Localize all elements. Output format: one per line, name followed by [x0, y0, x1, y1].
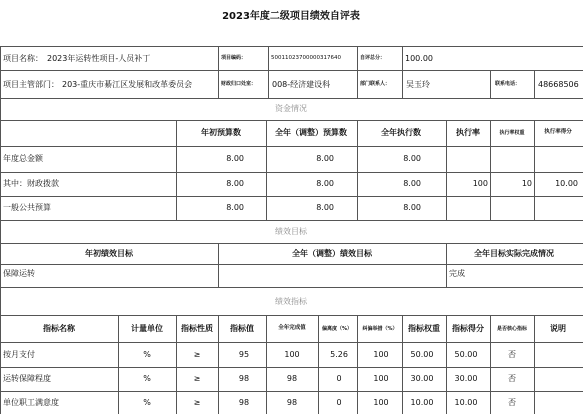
project-code-label: 项目编码：: [221, 55, 247, 61]
funds-header-score: 执行率得分: [544, 129, 572, 135]
grid-line: [266, 120, 267, 220]
funds-header-budget: 年初预算数: [201, 128, 241, 137]
ind-cell-done: 98: [286, 398, 298, 407]
grid-line: [318, 315, 319, 414]
ind-cell-unit: %: [143, 374, 151, 383]
office-value: 008-经济建设科: [272, 80, 331, 89]
grid-line: [0, 70, 583, 71]
grid-line: [218, 315, 219, 414]
grid-line: [266, 315, 267, 414]
funds-cell-weight: 10: [521, 179, 532, 188]
project-code-value: 500110237000003176​40: [271, 55, 341, 61]
grid-line: [268, 46, 269, 98]
grid-line: [446, 315, 447, 414]
ind-cell-core: 否: [508, 398, 516, 407]
ind-cell-weight: 50.00: [410, 350, 434, 359]
ind-cell-weight: 10.00: [410, 398, 434, 407]
ind-cell-nature: ≥: [193, 374, 201, 383]
ind-header-note: 说明: [550, 324, 566, 333]
funds-cell-executed: 8.00: [403, 179, 421, 188]
grid-line: [0, 98, 583, 99]
goals-header-adjusted: 全年（调整）绩效目标: [292, 249, 372, 258]
funds-cell-rate: 100: [472, 179, 488, 188]
grid-line: [0, 391, 583, 392]
goals-actual-value: 完成: [449, 269, 465, 278]
ind-header-done: 全年完成值: [278, 325, 306, 331]
ind-cell-unit: %: [143, 398, 151, 407]
grid-line: [0, 287, 583, 288]
funds-row-label: 年度总金额: [3, 154, 43, 163]
grid-line: [0, 342, 583, 343]
funds-section-title: 资金情况: [275, 104, 307, 113]
grid-line: [0, 146, 583, 147]
ind-cell-unit: %: [143, 350, 151, 359]
funds-row-label: 一般公共预算: [3, 203, 51, 212]
ind-cell-nature: ≥: [193, 398, 201, 407]
grid-line: [0, 264, 583, 265]
project-name-label: 项目名称：: [3, 54, 43, 63]
ind-cell-correction: 100: [373, 374, 389, 383]
phone-label: 联系电话：: [495, 81, 521, 87]
grid-line: [446, 243, 447, 287]
goals-header-initial: 年初绩效目标: [85, 249, 133, 258]
ind-cell-value: 95: [238, 350, 250, 359]
funds-cell-adjusted: 8.00: [316, 154, 334, 163]
phone-value: 48668506: [538, 80, 579, 89]
ind-header-nature: 指标性质: [181, 324, 213, 333]
grid-line: [490, 71, 491, 98]
ind-header-score: 指标得分: [452, 324, 484, 333]
ind-cell-name: 单位职工满意度: [3, 398, 59, 407]
ind-cell-nature: ≥: [193, 350, 201, 359]
funds-header-executed: 全年执行数: [381, 128, 421, 137]
funds-cell-adjusted: 8.00: [316, 203, 334, 212]
funds-cell-executed: 8.00: [403, 203, 421, 212]
grid-line: [0, 243, 583, 244]
grid-line: [218, 243, 219, 287]
project-name-value: 2023年运转性项目-人员补丁: [47, 54, 151, 63]
contact-label: 部门联系人：: [360, 81, 391, 87]
grid-line: [218, 46, 219, 98]
grid-line: [534, 120, 535, 220]
grid-line: [118, 315, 119, 414]
grid-line: [0, 46, 583, 47]
ind-cell-deviation: 0: [336, 374, 342, 383]
ind-cell-deviation: 0: [336, 398, 342, 407]
ind-cell-value: 98: [238, 374, 250, 383]
grid-line: [0, 196, 583, 197]
ind-cell-name: 按月支付: [3, 350, 35, 359]
goals-header-actual: 全年目标实际完成情况: [474, 249, 554, 258]
ind-header-deviation: 偏离度（%）: [321, 326, 353, 332]
funds-row-label: 其中：财政拨款: [3, 179, 59, 188]
grid-line: [490, 315, 491, 414]
ind-cell-value: 98: [238, 398, 250, 407]
ind-cell-done: 100: [284, 350, 300, 359]
funds-cell-executed: 8.00: [403, 154, 421, 163]
ind-header-core: 是否核心指标: [496, 326, 528, 332]
ind-cell-core: 否: [508, 374, 516, 383]
score-value: 100.00: [405, 54, 433, 63]
funds-header-rate: 执行率: [456, 128, 480, 137]
funds-header-adjusted: 全年（调整）预算数: [275, 128, 347, 137]
ind-cell-correction: 100: [373, 398, 389, 407]
ind-cell-weight: 30.00: [410, 374, 434, 383]
goals-initial-value: 保障运转: [3, 269, 35, 278]
grid-line: [357, 120, 358, 220]
page-title: 2023年度二级项目绩效自评表: [222, 11, 360, 22]
score-label: 自评总分：: [360, 55, 386, 61]
ind-cell-deviation: 5.26: [330, 350, 348, 359]
funds-cell-adjusted: 8.00: [316, 179, 334, 188]
ind-cell-core: 否: [508, 350, 516, 359]
ind-header-value: 指标值: [230, 324, 254, 333]
grid-line: [446, 120, 447, 220]
funds-header-weight: 执行率权重: [499, 130, 525, 136]
ind-header-correction: 纠偏举措（%）: [362, 326, 398, 332]
dept-value: 203-重庆市綦江区发展和改革委员会: [62, 80, 193, 89]
grid-line: [176, 315, 177, 414]
grid-line: [0, 315, 583, 316]
goals-section-title: 绩效目标: [275, 227, 307, 236]
dept-label: 项目主管部门：: [3, 80, 59, 89]
grid-line: [357, 46, 358, 98]
grid-line: [176, 120, 177, 220]
ind-cell-correction: 100: [373, 350, 389, 359]
contact-value: 吴玉玲: [406, 80, 430, 89]
grid-line: [0, 120, 583, 121]
funds-cell-budget: 8.00: [226, 179, 244, 188]
grid-line: [0, 46, 1, 414]
grid-line: [534, 315, 535, 414]
ind-cell-name: 运转保障程度: [3, 374, 51, 383]
grid-line: [490, 120, 491, 220]
ind-cell-score: 10.00: [454, 398, 478, 407]
grid-line: [534, 71, 535, 98]
indicators-section-title: 绩效指标: [275, 297, 307, 306]
ind-cell-done: 98: [286, 374, 298, 383]
grid-line: [0, 172, 583, 173]
ind-header-unit: 计量单位: [131, 324, 163, 333]
grid-line: [0, 220, 583, 221]
funds-cell-budget: 8.00: [226, 203, 244, 212]
grid-line: [402, 315, 403, 414]
office-label: 财政归口处室：: [221, 81, 257, 87]
ind-cell-score: 30.00: [454, 374, 478, 383]
ind-cell-score: 50.00: [454, 350, 478, 359]
grid-line: [402, 46, 403, 98]
grid-line: [357, 315, 358, 414]
funds-cell-budget: 8.00: [226, 154, 244, 163]
funds-cell-score: 10.00: [555, 179, 578, 188]
ind-header-weight: 指标权重: [408, 324, 440, 333]
ind-header-name: 指标名称: [43, 324, 75, 333]
grid-line: [0, 367, 583, 368]
